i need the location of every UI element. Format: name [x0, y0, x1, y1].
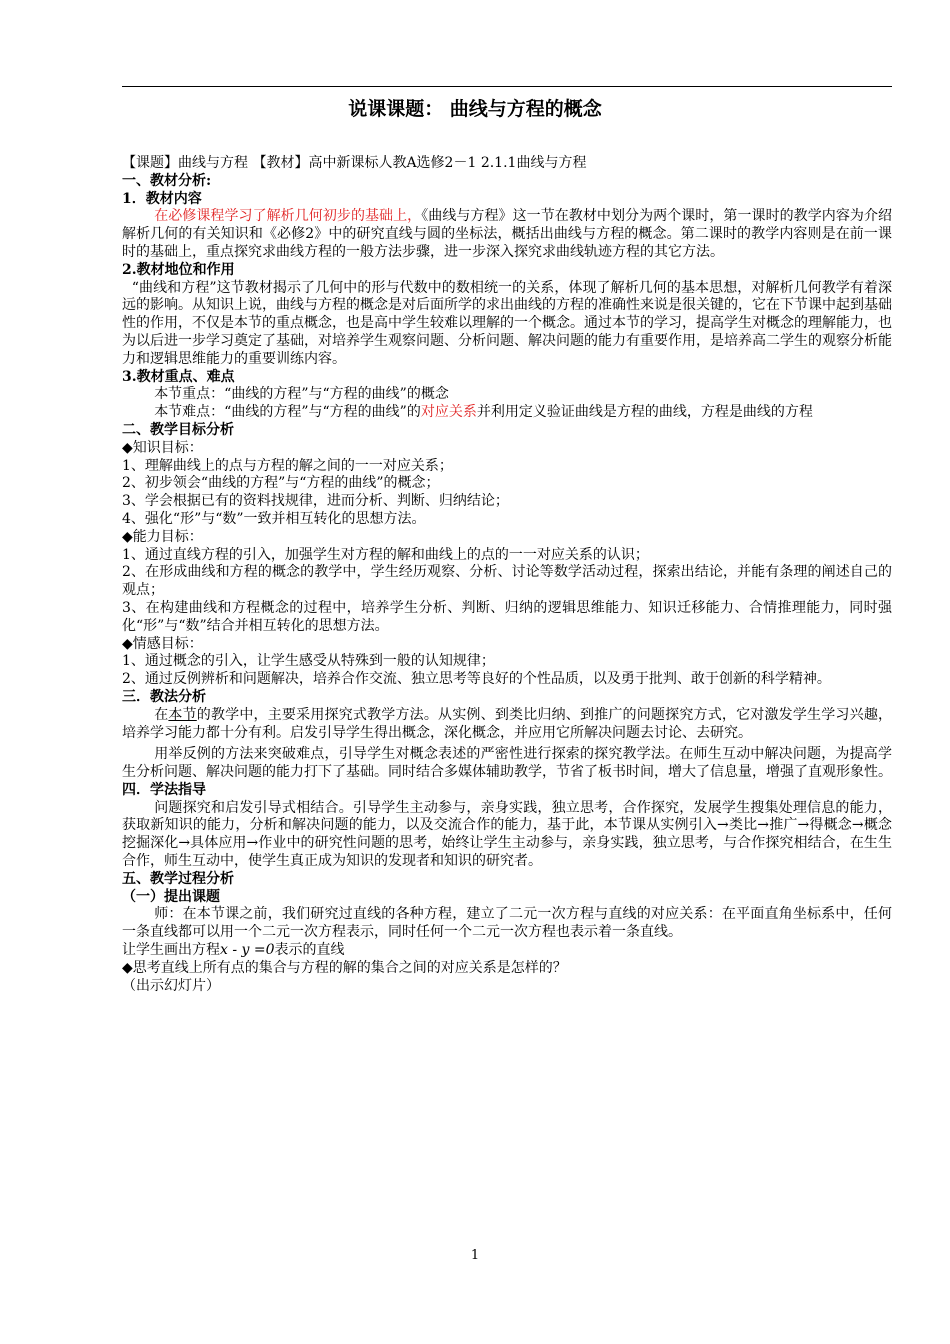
draw-equation-line [122, 942, 892, 960]
document-body [122, 155, 892, 995]
section-3-paragraph-1 [122, 707, 892, 743]
equation: x - y =0 [220, 942, 275, 959]
section-5-1-paragraph: 师：在本节课之前，我们研究过直线的各种方程，建立了二元一次方程与直线的对应关系：在平面直角坐标系中，任何一条直线都可以用一个二元一次方程表示，同时任何一个二元一次方程也表示着一条直线。 [122, 906, 892, 941]
section-5-heading: 五、教学过程分析 [122, 870, 234, 887]
list-item: 3、学会根据已有的资料找规律，进而分析、判断、归纳结论； [122, 493, 509, 510]
section-4-heading: 四．学法指导 [122, 781, 206, 798]
list-item: 3、在构建曲线和方程概念的过程中，培养学生分析、判断、归纳的逻辑思维能力、知识迁移能力、合情推理能力，同时强化“形”与“数”结合并相互转化的思想方法。 [122, 599, 892, 634]
section-1-1-paragraph [122, 208, 892, 261]
section-2-heading: 二、教学目标分析 [122, 421, 234, 438]
header-rule [122, 86, 892, 87]
section-4-paragraph: 问题探究和启发引导式相结合。引导学生主动参与，亲身实践，独立思考，合作探究，发展学生搜集处理信息的能力，获取新知识的能力，分析和解决问题的能力，以及交流合作的能力，基于此，本节课从实例引入→类比→推广→得概念→概念挖掘深化→具体应用→作业中的研究性问题的思考，始终让学生主动参与，亲身实践，独立思考，与合作探究相结合，在生生合作，师生互动中，使学生真正成为知识的发现者和知识的研究者。 [122, 799, 892, 870]
emotion-goals-heading: ◆情感目标： [122, 635, 203, 652]
section-1-1-heading: 1．教材内容 [122, 190, 202, 207]
list-item: 2、在形成曲线和方程的概念的教学中，学生经历观察、分析、讨论等数学活动过程，探索出结论，并能有条理的阐述自己的观点； [122, 564, 892, 599]
key-point-line: 本节重点：“曲线的方程”与“方程的曲线”的概念 [154, 386, 449, 403]
page-number: 1 [470, 1248, 480, 1263]
list-item: 2、通过反例辨析和问题解决，培养合作交流、独立思考等良好的个性品质，以及勇于批判、敢于创新的科学精神。 [122, 671, 831, 688]
knowledge-goals-heading: ◆知识目标： [122, 439, 203, 456]
course-header-line: 【课题】曲线与方程 【教材】高中新课标人教A选修2－1 2.1.1曲线与方程 [122, 155, 587, 171]
paragraph-text: 让学生画出方程 [122, 942, 220, 959]
paragraph-text: 并利用定义验证曲线是方程的曲线，方程是曲线的方程 [476, 404, 813, 421]
underlined-text: 本节 [168, 706, 197, 723]
section-5-1-heading: （一）提出课题 [122, 888, 220, 905]
paragraph-text: 的教学中，主要采用探究式教学方法。从实例、到类比归纳、到推广的问题探究方式，它对激发学生学习兴趣，培养学习能力都十分有利。启发引导学生得出概念，深化概念，并应用它所解决问题去讨论、去研究。 [122, 706, 893, 741]
section-1-2-paragraph: “曲线和方程”这节教材揭示了几何中的形与代数中的数相统一的关系，体现了解析几何的基本思想，对解析几何教学有着深远的影响。从知识上说，曲线与方程的概念是对后面所学的求出曲线的方程的准确性来说是很关键的，它在下节课中起到基础性的作用，不仅是本节的重点概念，也是高中学生较难以理解的一个概念。通过本节的学习，提高学生对概念的理解能力，也为以后进一步学习奠定了基础，对培养学生观察问题、分析问题、解决问题的能力有重要作用，是培养高二学生的观察分析能力和逻辑思维能力的重要训练内容。 [122, 279, 892, 367]
document-title: 说课课题： 曲线与方程的概念 [348, 98, 602, 120]
section-1-heading: 一、教材分析: [122, 172, 212, 189]
think-question: ◆思考直线上所有点的集合与方程的解的集合之间的对应关系是怎样的？ [122, 959, 567, 976]
list-item: 1、理解曲线上的点与方程的解之间的一一对应关系； [122, 457, 453, 474]
paragraph-text: 表示的直线 [274, 942, 345, 959]
list-item: 1、通过概念的引入，让学生感受从特殊到一般的认知规律； [122, 653, 495, 670]
ability-goals-heading: ◆能力目标： [122, 528, 203, 545]
list-item: 4、强化“形”与“数”一致并相互转化的思想方法。 [122, 510, 426, 527]
list-item: 1、通过直线方程的引入，加强学生对方程的解和曲线上的点的一一对应关系的认识； [122, 546, 649, 563]
paragraph-text: 在 [154, 706, 169, 723]
slide-note: （出示幻灯片） [122, 977, 220, 994]
section-1-3-heading: 3.教材重点、难点 [122, 368, 235, 385]
section-3-heading: 三．教法分析 [122, 688, 206, 705]
highlight-red-text: 在必修课程学习了解析几何初步的基础上， [154, 208, 422, 225]
highlight-red-text: 对应关系 [420, 404, 477, 421]
list-item: 2、初步领会“曲线的方程”与“方程的曲线”的概念； [122, 475, 440, 492]
paragraph-text: 《曲线与方程》这一节在教材中划分为两个课时，第一课时的教学内容为介绍解析几何的有关知识和《必修2》中的研究直线与圆的坐标法，概括出曲线与方程的概念。第二课时的教学内容则是在前一课时的基础上，重点探究求曲线方程的一般方法步骤，进一步深入探究求曲线轨迹方程的其它方法。 [122, 208, 893, 260]
section-1-2-heading: 2.教材地位和作用 [122, 261, 235, 278]
difficult-point-line [122, 404, 892, 422]
paragraph-text: 本节难点：“曲线的方程”与“方程的曲线”的 [154, 404, 421, 421]
section-3-paragraph-2: 用举反例的方法来突破难点，引导学生对概念表述的严密性进行探索的探究教学法。在师生互动中解决问题，为提高学生分析问题、解决问题的能力打下了基础。同时结合多媒体辅助教学，节省了板书时间，增大了信息量，增强了直观形象性。 [122, 746, 892, 781]
